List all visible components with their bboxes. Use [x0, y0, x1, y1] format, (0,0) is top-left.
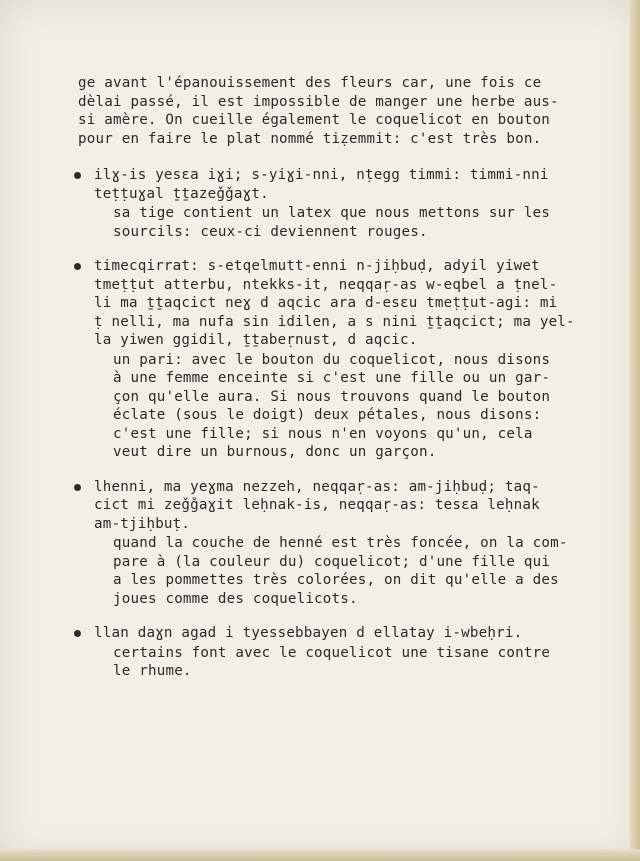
text-line: ge avant l'épanouissement des fleurs car, une fois ce	[78, 75, 542, 91]
text-line: ilɣ-is yesεa iɣi; s-yiɣi-nni, nṭegg timmi: timmi-nni	[94, 167, 549, 183]
entry-2	[78, 257, 578, 462]
text-line: teṭṭuɣal ṯṯazeǧǧaɣt.	[94, 185, 269, 202]
text-line: dèlai passé, il est impossible de manger une herbe aus-	[78, 93, 559, 110]
text-line: la yiwen ggidil, ṯṯabeṛnust, d aqcic.	[94, 332, 418, 348]
text-line: certains font avec le coquelicot une tisane contre	[113, 644, 551, 661]
bullet-icon	[74, 630, 81, 637]
intro-paragraph	[78, 74, 578, 148]
text-line: éclate (sous le doigt) deux pétales, nous disons:	[113, 407, 542, 423]
page-edge-right	[630, 0, 640, 861]
text-line: çon qu'elle aura. Si nous trouvons quand le bouton	[113, 388, 551, 405]
berber-text	[78, 478, 578, 534]
text-line: pour en faire le plat nommé tiẓemmit: c'est très bon.	[78, 130, 542, 147]
text-line: am-tjiḥbuṭ.	[94, 515, 191, 532]
bullet-icon	[74, 484, 81, 491]
text-line: li ma ṯṯaqcict neɣ d aqcic ara d-esεu tmeṭṭut-agi: mi	[94, 295, 558, 311]
french-translation	[78, 644, 578, 681]
berber-text	[78, 166, 578, 203]
text-line: llan daɣn agad i tyessebbayen d ellatay i-wbeḥri.	[94, 625, 523, 641]
text-line: a les pommettes très colorées, on dit qu'elle a des	[113, 572, 559, 588]
text-line: quand la couche de henné est très foncée, on la com-	[113, 535, 568, 551]
text-line: c'est une fille; si nous n'en voyons qu'un, cela	[113, 425, 533, 442]
text-line: lhenni, ma yeɣma nezzeh, neqqaṛ-as: am-jiḥbuḍ; taq-	[94, 478, 540, 495]
page-edge-bottom	[0, 849, 640, 861]
text-line: un pari: avec le bouton du coquelicot, nous disons	[113, 351, 551, 368]
typed-text-block	[78, 74, 578, 681]
french-translation	[78, 351, 578, 462]
text-line: si amère. On cueille également le coquelicot en bouton	[78, 112, 551, 128]
bullet-icon	[74, 172, 81, 179]
entry-1	[78, 166, 578, 241]
entry-4	[78, 624, 578, 681]
text-line: sourcils: ceux-ci deviennent rouges.	[113, 223, 428, 240]
bullet-icon	[74, 263, 81, 270]
entry-3	[78, 478, 578, 609]
text-line: tmeṭṭut atterbu, ntekks-it, neqqaṛ-as w-eqbel a ṭnel-	[94, 276, 558, 293]
text-line: ṭ nelli, ma nufa sin idilen, a s nini ṯṯaqcict; ma yel-	[94, 313, 575, 330]
text-line: timecqirrat: s-etqelmutt-enni n-jiḥbuḍ, adyil yiwet	[94, 258, 540, 274]
berber-text	[78, 624, 578, 643]
text-line: le rhume.	[113, 663, 192, 679]
berber-text	[78, 257, 578, 350]
text-line: sa tige contient un latex que nous mettons sur les	[113, 205, 551, 221]
text-line: pare à (la couleur du) coquelicot; d'une fille qui	[113, 553, 551, 570]
text-line: cict mi zeǧǧaɣit leḥnak-is, neqqaṛ-as: tesεa leḥnak	[94, 497, 540, 513]
text-line: veut dire un burnous, donc un garçon.	[113, 444, 437, 460]
text-line: joues comme des coquelicots.	[113, 590, 358, 607]
french-translation	[78, 534, 578, 608]
text-line: à une femme enceinte si c'est une fille ou un gar-	[113, 370, 551, 386]
french-translation	[78, 204, 578, 241]
